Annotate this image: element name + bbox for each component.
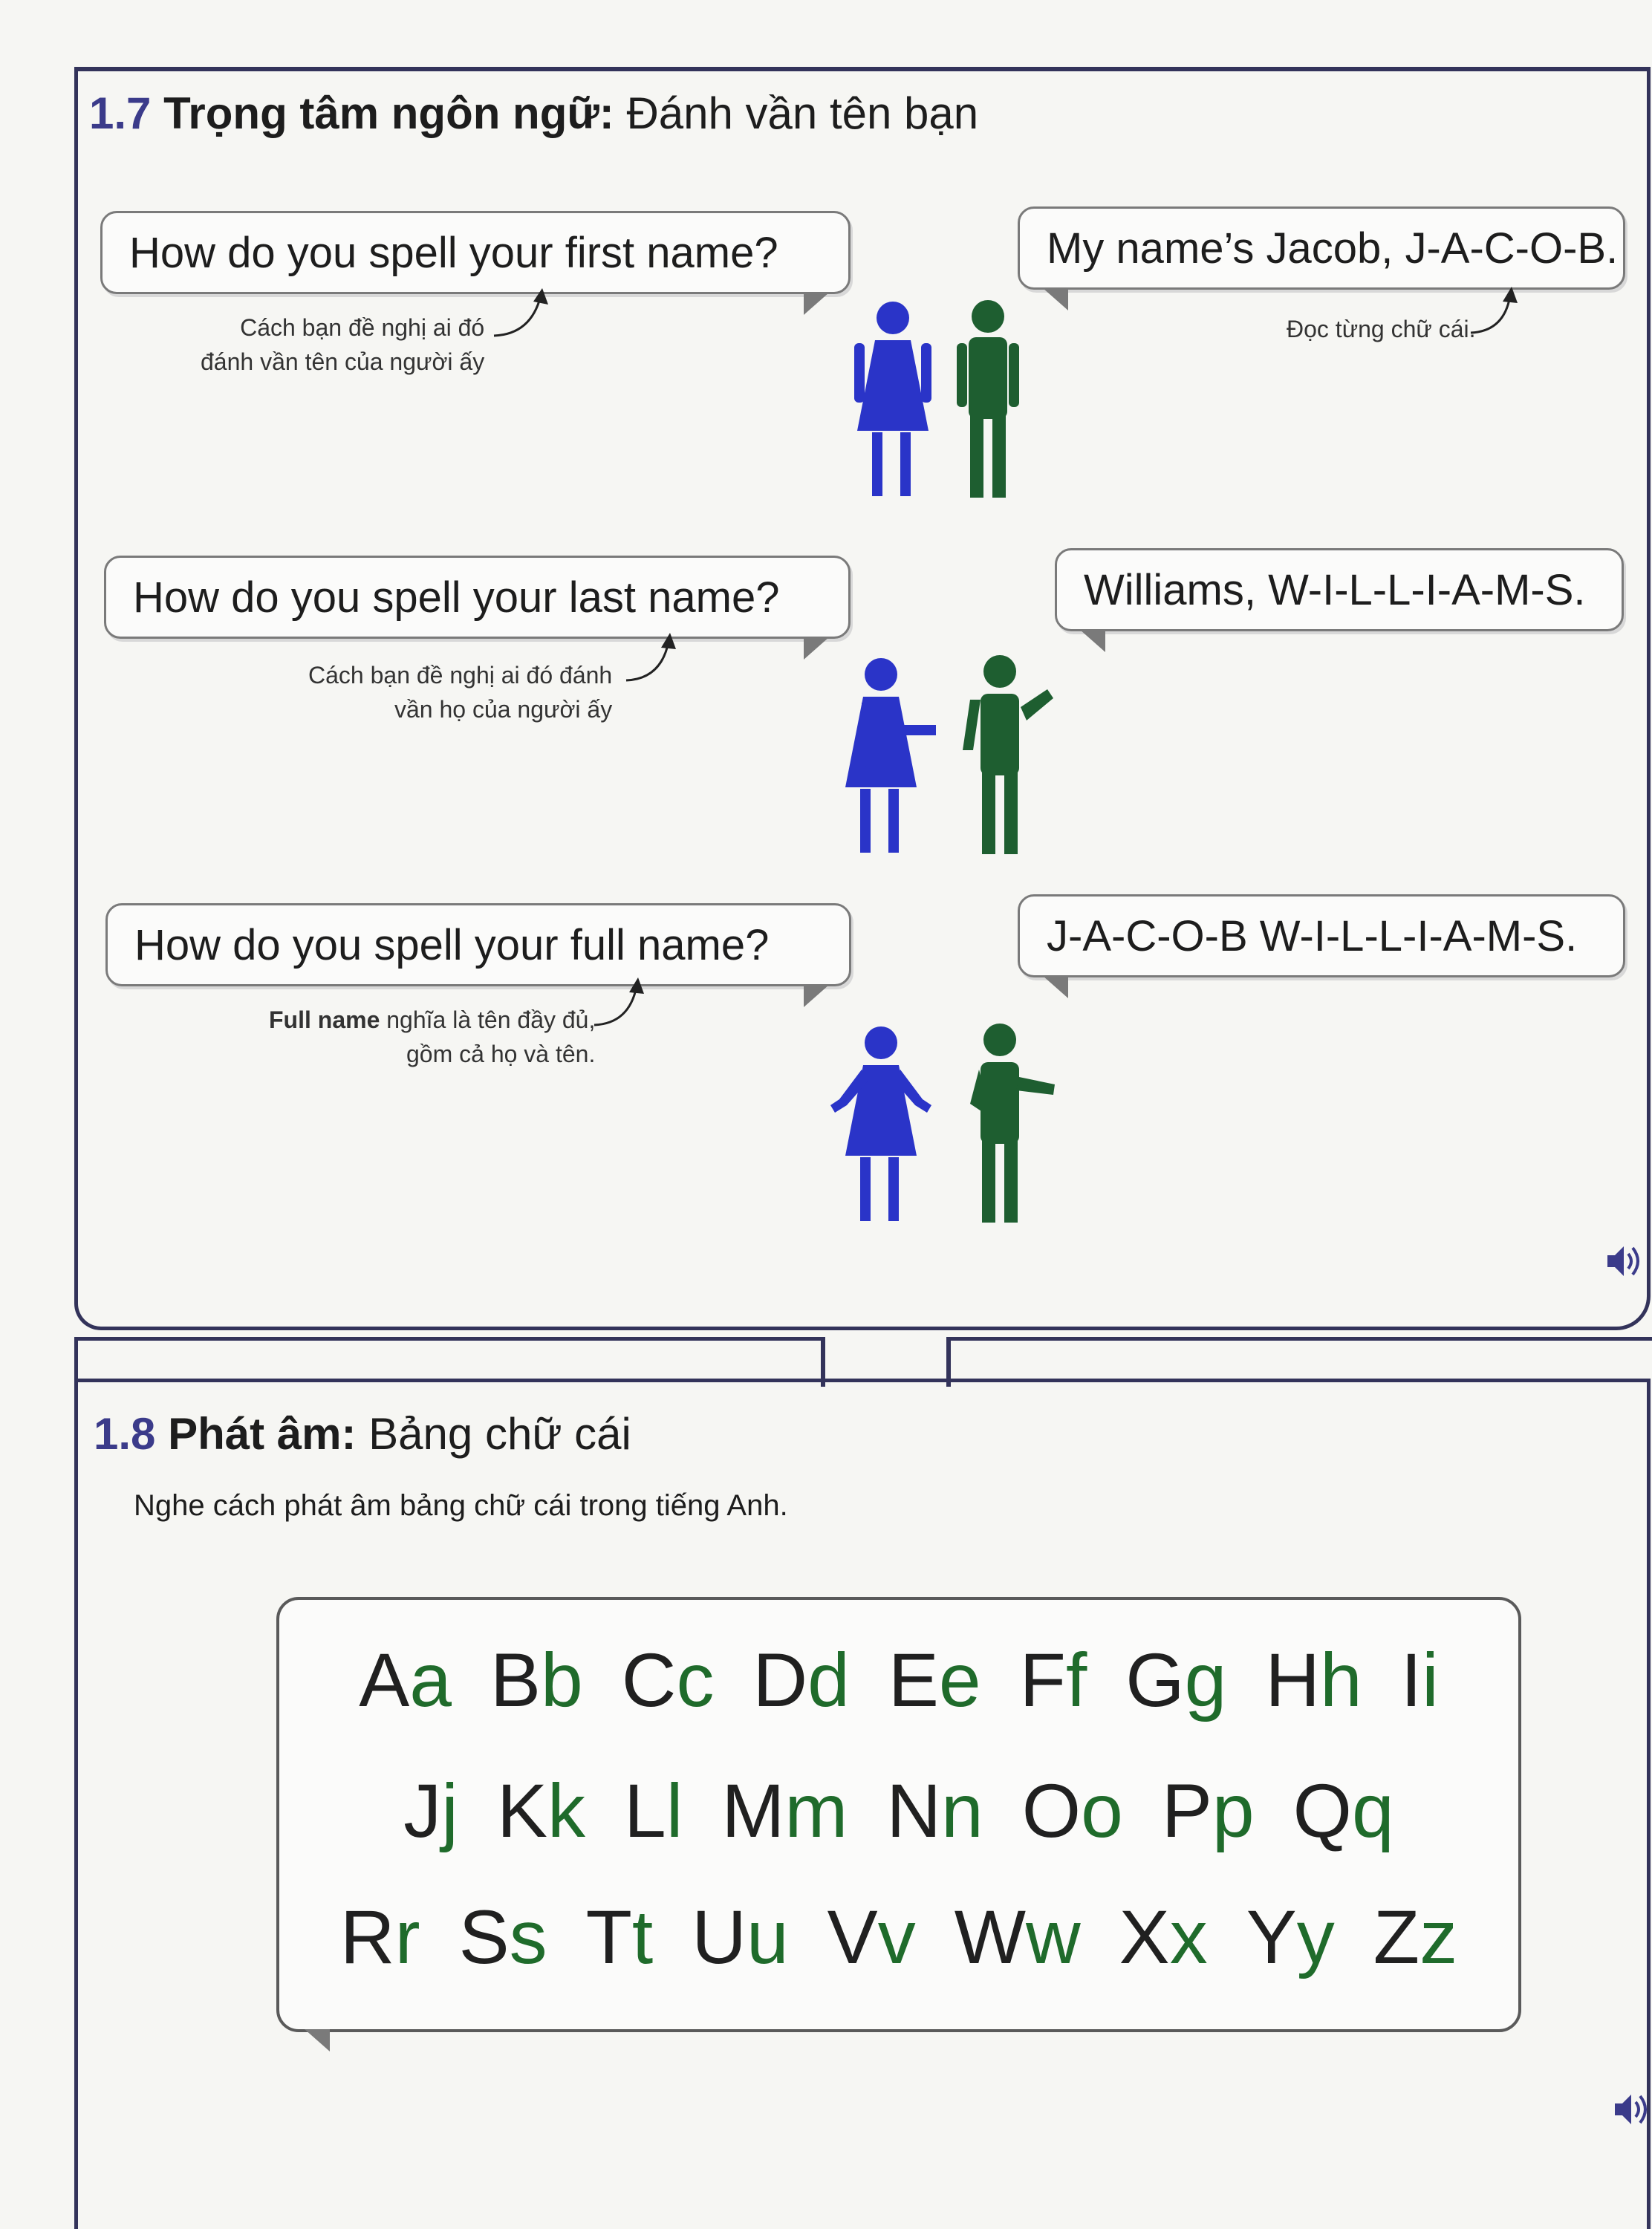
lowercase-letter: w — [1026, 1895, 1081, 1979]
answer-bubble-full-name — [1018, 894, 1625, 977]
lowercase-letter: r — [394, 1895, 420, 1979]
letter-pair-x — [1119, 1894, 1208, 1981]
question-text: How do you spell your last name? — [133, 573, 780, 622]
lowercase-letter: z — [1420, 1895, 1458, 1979]
alphabet-row — [279, 1768, 1518, 1855]
uppercase-letter: U — [692, 1895, 747, 1979]
question-note — [308, 658, 612, 726]
uppercase-letter: G — [1125, 1638, 1185, 1722]
alphabet-bubble — [276, 1597, 1521, 2032]
answer-text: Williams, W-I-L-L-I-A-M-S. — [1084, 565, 1586, 614]
answer-note: Đọc từng chữ cái. — [1287, 316, 1476, 342]
uppercase-letter: H — [1265, 1638, 1321, 1722]
note-line: Cách bạn đề nghị ai đó đánh — [308, 662, 613, 689]
woman-figure — [854, 302, 931, 496]
bubble-tail — [1043, 288, 1068, 310]
question-text: How do you spell your first name? — [129, 228, 778, 277]
lowercase-letter: t — [631, 1895, 654, 1979]
letter-pair-q — [1293, 1768, 1394, 1855]
letter-pair-z — [1373, 1894, 1457, 1981]
uppercase-letter: D — [752, 1638, 808, 1722]
bubble-tail — [1080, 630, 1105, 652]
lowercase-letter: v — [877, 1895, 916, 1979]
lowercase-letter: a — [409, 1638, 452, 1722]
speaker-icon[interactable] — [1604, 1239, 1642, 1283]
lowercase-letter: n — [941, 1768, 983, 1853]
arrow-icon — [591, 972, 657, 1031]
uppercase-letter: A — [359, 1638, 410, 1722]
letter-pair-d — [752, 1637, 849, 1724]
lowercase-letter: g — [1184, 1638, 1227, 1722]
uppercase-letter: V — [827, 1895, 878, 1979]
bubble-tail — [305, 2029, 330, 2051]
letter-pair-k — [497, 1768, 585, 1855]
man-figure — [957, 300, 1019, 498]
uppercase-letter: J — [403, 1768, 442, 1853]
answer-text: My name’s Jacob, J-A-C-O-B. — [1047, 224, 1619, 273]
uppercase-letter: I — [1400, 1638, 1422, 1722]
question-bubble-last-name — [104, 556, 851, 639]
bubble-tail — [1043, 976, 1068, 998]
letter-pair-y — [1246, 1894, 1335, 1981]
note-line — [269, 1003, 595, 1037]
lowercase-letter: h — [1320, 1638, 1362, 1722]
section-keyword: Trọng tâm ngôn ngữ: — [163, 88, 614, 138]
question-note — [269, 1003, 595, 1071]
lowercase-letter: l — [666, 1768, 683, 1853]
letter-pair-c — [622, 1637, 715, 1724]
uppercase-letter: B — [490, 1638, 542, 1722]
uppercase-letter: W — [954, 1895, 1026, 1979]
note-line: vần họ của người ấy — [394, 696, 613, 723]
lowercase-letter: m — [784, 1768, 848, 1853]
man-figure — [963, 655, 1053, 854]
section-number: 1.7 — [89, 88, 152, 138]
answer-text: J-A-C-O-B W-I-L-L-I-A-M-S. — [1047, 911, 1578, 960]
bubble-tail — [804, 293, 829, 315]
note-line: gồm cả họ và tên. — [406, 1041, 596, 1067]
letter-pair-h — [1265, 1637, 1362, 1724]
alphabet-row — [279, 1637, 1518, 1724]
uppercase-letter: Z — [1373, 1895, 1420, 1979]
letter-pair-e — [888, 1637, 981, 1724]
section-number: 1.8 — [94, 1409, 156, 1459]
lowercase-letter: b — [541, 1638, 583, 1722]
note-bold-term: Full name — [269, 1006, 380, 1033]
section-intro: Nghe cách phát âm bảng chữ cái trong tiếng Anh. — [134, 1489, 788, 1522]
section-1-8-title — [94, 1408, 631, 1460]
uppercase-letter: X — [1119, 1895, 1170, 1979]
dialog-figures — [832, 654, 1062, 862]
uppercase-letter: K — [496, 1768, 548, 1853]
letter-pair-m — [721, 1768, 848, 1855]
uppercase-letter: M — [721, 1768, 785, 1853]
letter-pair-f — [1020, 1637, 1087, 1724]
arrow-icon — [1467, 282, 1526, 338]
lowercase-letter: u — [746, 1895, 789, 1979]
lowercase-letter: k — [547, 1768, 586, 1853]
arrow-icon — [490, 282, 557, 342]
uppercase-letter: F — [1019, 1638, 1066, 1722]
letter-pair-w — [955, 1894, 1081, 1981]
note-line: đánh vần tên của người ấy — [201, 348, 485, 375]
uppercase-letter: S — [458, 1895, 510, 1979]
lowercase-letter: j — [441, 1768, 458, 1853]
question-note — [201, 310, 484, 379]
answer-bubble-first-name — [1018, 206, 1625, 290]
letter-pair-v — [827, 1894, 916, 1981]
woman-figure — [845, 658, 936, 853]
letter-pair-n — [886, 1768, 983, 1855]
section-keyword: Phát âm: — [168, 1409, 357, 1459]
letter-pair-b — [490, 1637, 583, 1724]
lowercase-letter: i — [1422, 1638, 1439, 1722]
lowercase-letter: s — [509, 1895, 547, 1979]
alphabet-row — [279, 1894, 1518, 1981]
dialog-figures — [839, 297, 1032, 505]
letter-pair-u — [692, 1894, 788, 1981]
lowercase-letter: q — [1351, 1768, 1394, 1853]
section-1-7-title — [89, 88, 978, 139]
letter-pair-s — [459, 1894, 547, 1981]
uppercase-letter: T — [585, 1895, 632, 1979]
lowercase-letter: y — [1296, 1895, 1335, 1979]
letter-pair-t — [586, 1894, 654, 1981]
question-text: How do you spell your full name? — [134, 920, 770, 969]
uppercase-letter: C — [621, 1638, 677, 1722]
uppercase-letter: N — [886, 1768, 942, 1853]
letter-pair-p — [1162, 1768, 1255, 1855]
uppercase-letter: E — [888, 1638, 939, 1722]
bubble-tail — [804, 985, 829, 1007]
uppercase-letter: Q — [1292, 1768, 1352, 1853]
letter-pair-g — [1125, 1637, 1226, 1724]
letter-pair-o — [1022, 1768, 1123, 1855]
lowercase-letter: c — [676, 1638, 715, 1722]
letter-pair-l — [624, 1768, 683, 1855]
note-line: Cách bạn đề nghị ai đó — [240, 314, 485, 341]
man-figure — [970, 1024, 1055, 1223]
section-title-text: Bảng chữ cái — [368, 1409, 631, 1459]
uppercase-letter: R — [339, 1895, 395, 1979]
letter-pair-j — [403, 1768, 458, 1855]
letter-pair-a — [359, 1637, 452, 1724]
question-bubble-first-name — [100, 211, 851, 294]
dialog-figures — [825, 1022, 1070, 1230]
answer-bubble-last-name — [1055, 548, 1624, 631]
uppercase-letter: O — [1021, 1768, 1082, 1853]
letter-pair-r — [340, 1894, 420, 1981]
letter-pair-i — [1401, 1637, 1439, 1724]
lowercase-letter: e — [938, 1638, 981, 1722]
question-bubble-full-name — [105, 903, 851, 986]
uppercase-letter: Y — [1246, 1895, 1297, 1979]
section-title-text: Đánh vần tên bạn — [626, 88, 979, 138]
lowercase-letter: d — [807, 1638, 850, 1722]
bubble-tail — [804, 637, 829, 660]
note-text: nghĩa là tên đầy đủ, — [380, 1006, 596, 1033]
lowercase-letter: f — [1065, 1638, 1087, 1722]
uppercase-letter: P — [1161, 1768, 1212, 1853]
lowercase-letter: p — [1212, 1768, 1255, 1853]
speaker-icon[interactable] — [1612, 2087, 1649, 2132]
arrow-icon — [622, 628, 689, 688]
lowercase-letter: x — [1169, 1895, 1208, 1979]
uppercase-letter: L — [624, 1768, 666, 1853]
woman-figure — [830, 1026, 931, 1221]
lowercase-letter: o — [1081, 1768, 1123, 1853]
